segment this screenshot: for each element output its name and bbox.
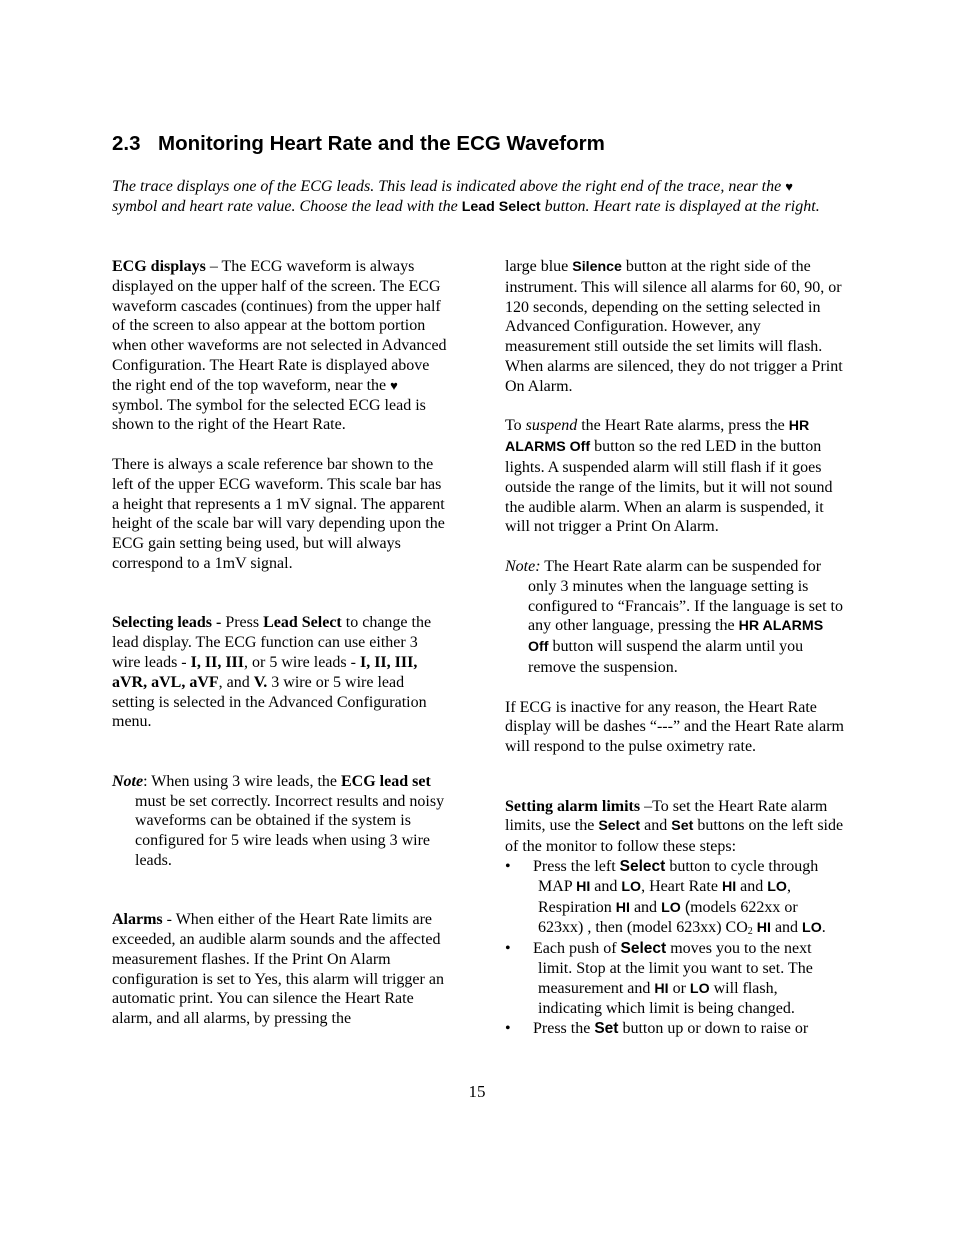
set-button-label: Set xyxy=(671,818,694,835)
hi-label: HI xyxy=(756,920,771,937)
paragraph-text: to change the lead display. The ECG function can use either 3 wire leads - xyxy=(112,614,432,671)
silence-button-label: Silence xyxy=(572,259,622,275)
paragraph-text: ( xyxy=(684,898,691,916)
suspend-emphasis: suspend xyxy=(525,417,578,435)
scale-bar-paragraph: There is always a scale reference bar shown to the left of the upper ECG waveform. This scale bar has a height that represents a 1 mV signal. The apparent height of the scale bar will vary depending upon the ECG gain setting being used, but will always correspond to a 1mV signal. xyxy=(112,455,445,572)
three-wire-note xyxy=(112,772,450,871)
section-heading xyxy=(112,131,605,157)
paragraph-text: must be set correctly. Incorrect results and noisy waveforms can be obtained if the system is configured for 5 wire leads when using 3 wire leads. xyxy=(135,792,445,869)
paragraph-text: 3 wire or 5 wire lead setting is selected in the Advanced Configuration menu. xyxy=(112,673,427,731)
paragraph-text: and xyxy=(633,898,658,916)
note-label: Note xyxy=(112,772,144,790)
paragraph-text: and xyxy=(774,919,799,937)
paragraph-text: - When either of the Heart Rate limits are exceeded, an audible alarm sounds and the affected measurement flashes. If the Print On Alarm configuration is set to Yes, this alarm will trigger an automatic print. You can silence the Heart Rate alarm, and all alarms, by pressing the xyxy=(112,911,444,1028)
lead-v: V. xyxy=(253,673,268,691)
paragraph-text: –To set the Heart Rate alarm limits, use the xyxy=(505,797,828,835)
hi-label: HI xyxy=(721,878,737,895)
suspend-paragraph xyxy=(505,416,845,537)
bullet-icon: • xyxy=(505,1020,511,1038)
paragraph-text: , or 5 wire leads - xyxy=(244,653,356,671)
paragraph-text: models 622xx or 623xx) , then (model 623xx) CO xyxy=(538,898,798,937)
section-number: 2.3 xyxy=(112,132,141,155)
paragraph-text: and xyxy=(594,877,618,895)
heart-icon: ♥ xyxy=(785,179,793,194)
five-wire-leads: I, II, III, aVR, aVL, aVF xyxy=(112,653,418,691)
paragraph-text: . xyxy=(821,919,826,937)
heart-icon: ♥ xyxy=(390,377,398,393)
lead-select-label: Lead Select xyxy=(263,614,342,632)
paragraph-text: moves you to the next limit. Stop at the limit you want to set. The measurement and xyxy=(538,940,813,997)
alarm-limits-paragraph xyxy=(505,797,845,857)
paragraph-text: and xyxy=(644,817,668,835)
paragraph-text: The Heart Rate alarm can be suspended for only 3 minutes when the language setting is configured to “Francais”. If the language is set to any other language, pressing the xyxy=(528,557,843,635)
paragraph-text: the Heart Rate alarms, press the xyxy=(581,417,785,435)
paragraph-text: button will suspend the alarm until you remove the suspension. xyxy=(528,638,804,676)
intro-text: symbol and heart rate value. Choose the lead with the xyxy=(112,198,458,216)
silence-paragraph xyxy=(505,257,845,397)
hi-label: HI xyxy=(615,899,630,916)
paragraph-text: large blue xyxy=(505,258,569,275)
note-label: Note: xyxy=(505,557,541,575)
right-column xyxy=(505,257,845,1039)
intro-text: button. Heart rate is displayed at the right. xyxy=(544,198,820,216)
selecting-leads-label: Selecting leads - xyxy=(112,614,222,632)
hi-label: HI xyxy=(654,980,669,997)
paragraph-text: button at the right side of the instrument. This will silence all alarms for 60, 90, or 120 seconds, depending on the setting selected in Advanced Configuration. However, any measurement still outside the set limits will flash. When alarms are silenced, they do not trigger a Print On Alarm. xyxy=(505,258,843,395)
select-button-label: Select xyxy=(620,940,667,958)
paragraph-text: , Respiration xyxy=(538,877,791,916)
ecg-displays-label: ECG displays xyxy=(112,258,206,275)
paragraph-text: Press the xyxy=(533,1020,591,1038)
lo-label: LO xyxy=(802,920,822,937)
alarms-label: Alarms xyxy=(112,911,163,929)
alarms-paragraph xyxy=(112,910,450,1029)
alarm-limits-label: Setting alarm limits xyxy=(505,797,641,815)
lo-label: LO xyxy=(661,899,681,916)
ecg-lead-set-label: ECG lead set xyxy=(341,772,431,790)
select-button-label: Select xyxy=(598,818,641,835)
paragraph-text: and xyxy=(740,877,764,895)
alarm-limit-steps xyxy=(505,857,845,1039)
page-number: 15 xyxy=(468,1082,486,1101)
paragraph-text: To xyxy=(505,417,522,435)
lo-label: LO xyxy=(689,980,710,997)
bullet-icon: • xyxy=(505,857,511,875)
section-title: Monitoring Heart Rate and the ECG Waveform xyxy=(158,132,605,155)
paragraph-text: will flash, indicating which limit is being changed. xyxy=(538,979,795,1018)
lead-select-button-label: Lead Select xyxy=(461,199,541,216)
lo-label: LO xyxy=(767,878,787,895)
selecting-leads-paragraph xyxy=(112,613,450,732)
paragraph-text: or xyxy=(672,979,686,997)
bullet-icon: • xyxy=(505,940,511,958)
hr-alarms-off-button-label: HR ALARMS Off xyxy=(505,418,810,456)
francais-note xyxy=(505,557,845,678)
ecg-inactive-paragraph: If ECG is inactive for any reason, the Heart Rate display will be dashes “---” and the Heart Rate alarm will respond to the pulse oximetry rate. xyxy=(505,698,844,756)
hr-alarms-off-button-label: HR ALARMS Off xyxy=(528,618,824,656)
paragraph-text: , Heart Rate xyxy=(641,877,718,895)
paragraph-text: , and xyxy=(218,673,250,691)
lo-label: LO xyxy=(621,878,642,895)
ecg-displays-paragraph xyxy=(112,257,450,435)
select-button-label: Select xyxy=(619,857,666,875)
paragraph-text: button up or down to raise or xyxy=(622,1020,809,1038)
paragraph-text: Each push of xyxy=(533,940,617,958)
three-wire-leads: I, II, III xyxy=(190,653,244,671)
hi-label: HI xyxy=(576,878,591,895)
set-button-label: Set xyxy=(594,1020,619,1038)
paragraph-text: symbol. The symbol for the selected ECG lead is shown to the right of the Heart Rate. xyxy=(112,396,426,434)
paragraph-text: Press the left xyxy=(533,857,616,875)
list-item xyxy=(505,1019,845,1039)
paragraph-text: button so the red LED in the button lights. A suspended alarm will still flash if it goes outside the range of the limits, but it will not sound the audible alarm. When an alarm is suspended, it will not trigger a Print On Alarm. xyxy=(505,438,833,536)
paragraph-text: – The ECG waveform is always displayed on the upper half of the screen. The ECG waveform cascades (continues) from the upper half of the screen to also appear at the bottom portion when other waveforms are not selected in Advanced Configuration. The Heart Rate is displayed above the right end of the top waveform, near the xyxy=(112,258,447,394)
paragraph-text: Press xyxy=(225,614,260,632)
paragraph-text: : When using 3 wire leads, the xyxy=(143,772,337,790)
left-column xyxy=(112,257,450,1029)
intro-text: The trace displays one of the ECG leads. This lead is indicated above the right end of the trace, near the xyxy=(112,178,782,195)
paragraph-text: button to cycle through MAP xyxy=(538,857,819,895)
subscript-two: 2 xyxy=(747,926,753,938)
section-intro xyxy=(112,177,842,217)
list-item xyxy=(505,939,845,1019)
list-item xyxy=(505,857,845,939)
paragraph-text: buttons on the left side of the monitor to follow these steps: xyxy=(505,817,844,856)
